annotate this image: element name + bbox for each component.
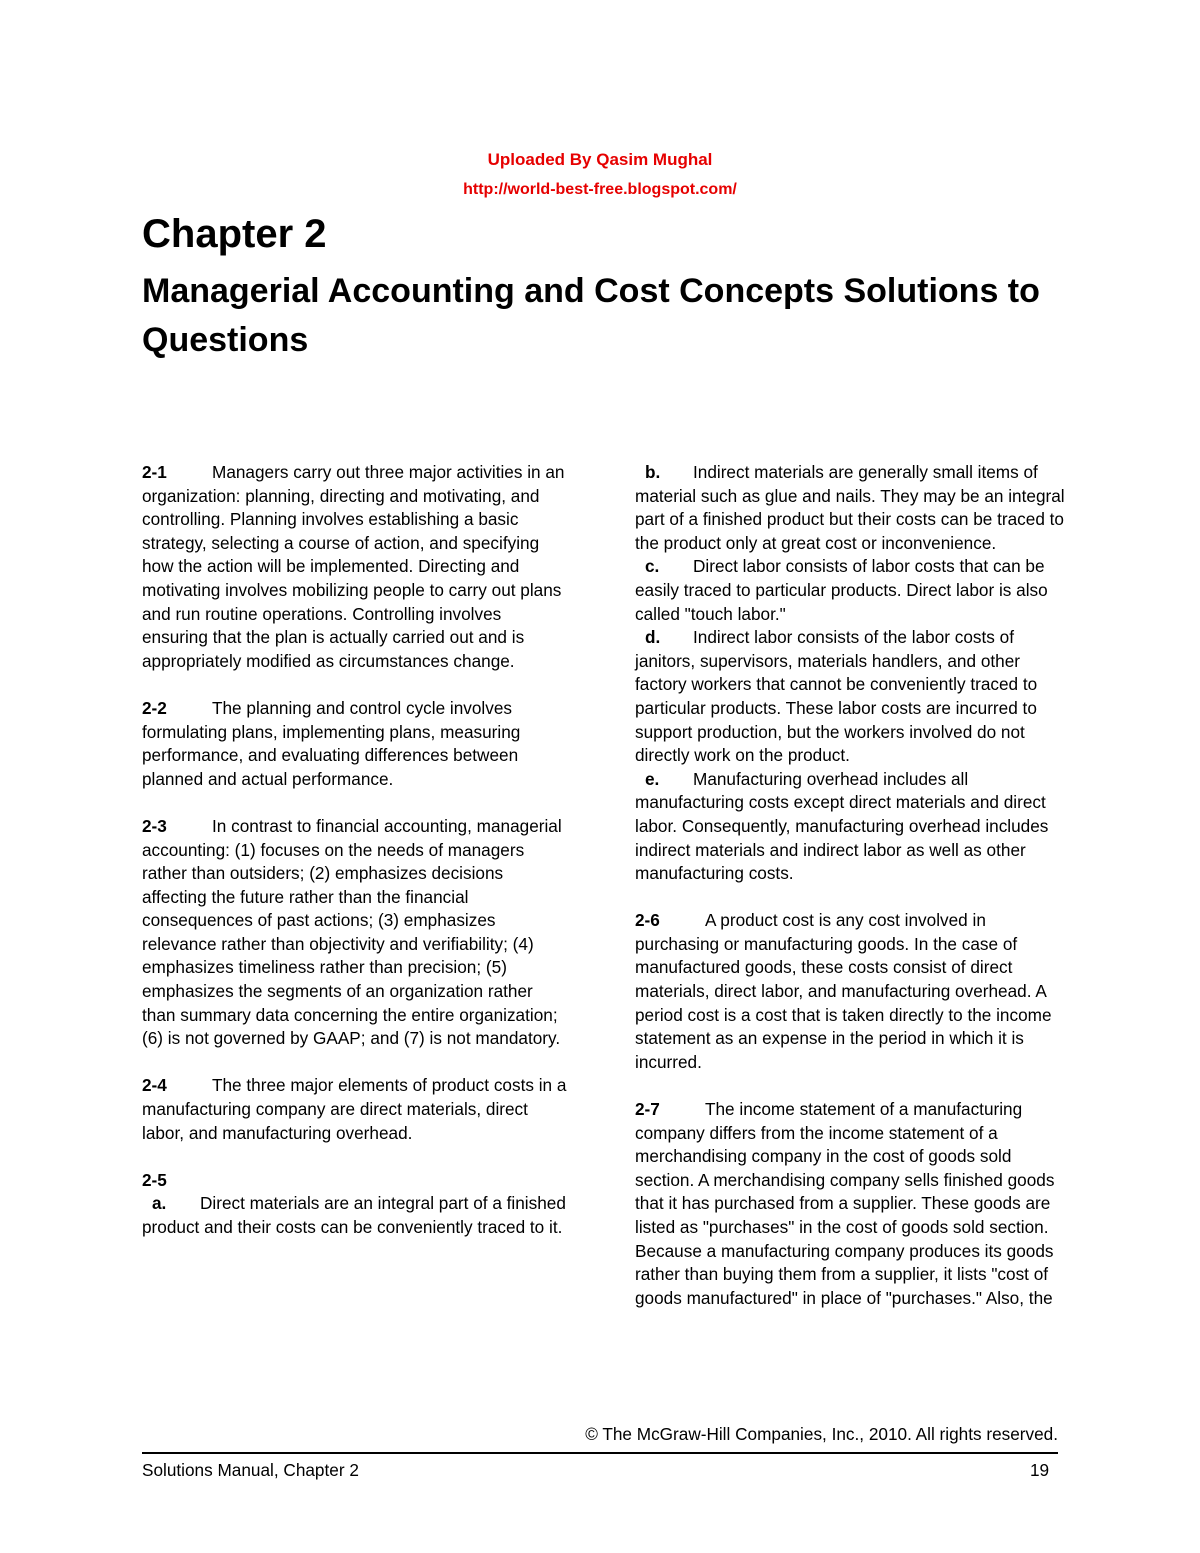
question-number: 2-1 xyxy=(142,462,167,482)
answer-text: The planning and control cycle involves formulating plans, implementing plans, measuring performance, and evaluating differences between planned and actual performance. xyxy=(142,697,521,789)
answer-text: A product cost is any cost involved in purchasing or manufacturing goods. In the case of manufactured goods, these costs consist of direct materials, direct labor, and manufacturing overhead. A period cost is a cost that is taken directly to the income statement as an expense in the period in which it is incurred. xyxy=(635,910,1052,1072)
question-2-6 xyxy=(635,909,1065,1074)
left-column xyxy=(142,461,567,1240)
copyright-notice: © The McGraw-Hill Companies, Inc., 2010. All rights reserved. xyxy=(585,1424,1058,1444)
chapter-title: Managerial Accounting and Cost Concepts Solutions to Questions xyxy=(142,272,1040,359)
question-2-7 xyxy=(635,1098,1065,1310)
uploaded-by-banner: Uploaded By Qasim Mughal xyxy=(487,150,713,169)
sub-label: c. xyxy=(645,556,660,577)
question-number: 2-4 xyxy=(142,1075,167,1096)
question-2-2 xyxy=(142,697,567,791)
answer-text: Managers carry out three major activities in an organization: planning, directing and motivating, and controlling. Planning involves establishing a basic strategy, selecting a course of action, and specifying how the action will be implemented. Directing and motivating involves mobilizing people to carry out plans and run routine operations. Controlling involves ensuring that the plan is actually carried out and is appropriately modified as circumstances change. xyxy=(142,462,565,671)
answer-text: Direct materials are an integral part of a finished product and their costs can be conveniently traced to it. xyxy=(142,1193,566,1237)
chapter-heading: Chapter 2 xyxy=(142,212,327,256)
answer-2-5-e xyxy=(635,768,1065,886)
answer-text: Direct labor consists of labor costs that can be easily traced to particular products. Direct labor is also called "touch labor." xyxy=(635,556,1048,624)
question-number: 2-3 xyxy=(142,815,167,836)
sub-label: d. xyxy=(645,627,661,648)
sub-label: e. xyxy=(645,768,660,789)
question-number: 2-6 xyxy=(635,910,660,931)
answer-2-5-a xyxy=(142,1192,567,1239)
answer-2-5-b xyxy=(635,461,1065,555)
answer-text: The three major elements of product costs in a manufacturing company are direct materials, direct labor, and manufacturing overhead. xyxy=(142,1075,567,1143)
answer-2-5-d xyxy=(635,626,1065,768)
question-2-4 xyxy=(142,1074,567,1145)
answer-text: The income statement of a manufacturing company differs from the income statement of a merchandising company in the cost of goods sold section. A merchandising company sells finished goods that it has purchased from a supplier. These goods are listed as "purchases" in the cost of goods sold section. Because a manufacturing company produces its goods rather than buying them from a supplier, it lists "cost of goods manufactured" in place of "purchases." Also, the xyxy=(635,1099,1055,1308)
question-2-3 xyxy=(142,815,567,1051)
footer-divider xyxy=(142,1452,1058,1454)
sub-label: a. xyxy=(152,1193,167,1214)
footer-manual-title: Solutions Manual, Chapter 2 xyxy=(142,1460,359,1480)
page-number: 19 xyxy=(1030,1460,1050,1480)
right-column xyxy=(635,461,1065,1334)
question-2-1 xyxy=(142,461,567,673)
question-number: 2-7 xyxy=(635,1099,660,1120)
source-url[interactable]: http://world-best-free.blogspot.com/ xyxy=(463,181,737,198)
answer-text: Indirect labor consists of the labor costs of janitors, supervisors, materials handlers, and other factory workers that cannot be conveniently traced to particular products. These labor costs are incurred to support production, but the workers involved do not directly work on the product. xyxy=(635,627,1038,766)
answer-2-5-c xyxy=(635,555,1065,626)
sub-label: b. xyxy=(645,462,661,482)
question-number: 2-5 xyxy=(142,1169,167,1190)
answer-text: In contrast to financial accounting, managerial accounting: (1) focuses on the needs of managers rather than outsiders; (2) emphasizes decisions affecting the future rather than the financial consequences of past actions; (3) emphasizes relevance rather than objectivity and verifiability; (4) emphasizes timeliness rather than precision; (5) emphasizes the segments of an organization rather than summary data concerning the entire organization; (6) is not governed by GAAP; and (7) is not mandatory. xyxy=(142,815,562,1049)
question-number: 2-2 xyxy=(142,697,167,718)
answer-text: Manufacturing overhead includes all manufacturing costs except direct materials and direct labor. Consequently, manufacturing overhead includes indirect materials and indirect labor as well as other manufacturing costs. xyxy=(635,768,1049,884)
answer-text: Indirect materials are generally small items of material such as glue and nails. They may be an integral part of a finished product but their costs can be traced to the product only at great cost or inconvenience. xyxy=(635,462,1065,553)
question-2-5 xyxy=(142,1169,567,1193)
